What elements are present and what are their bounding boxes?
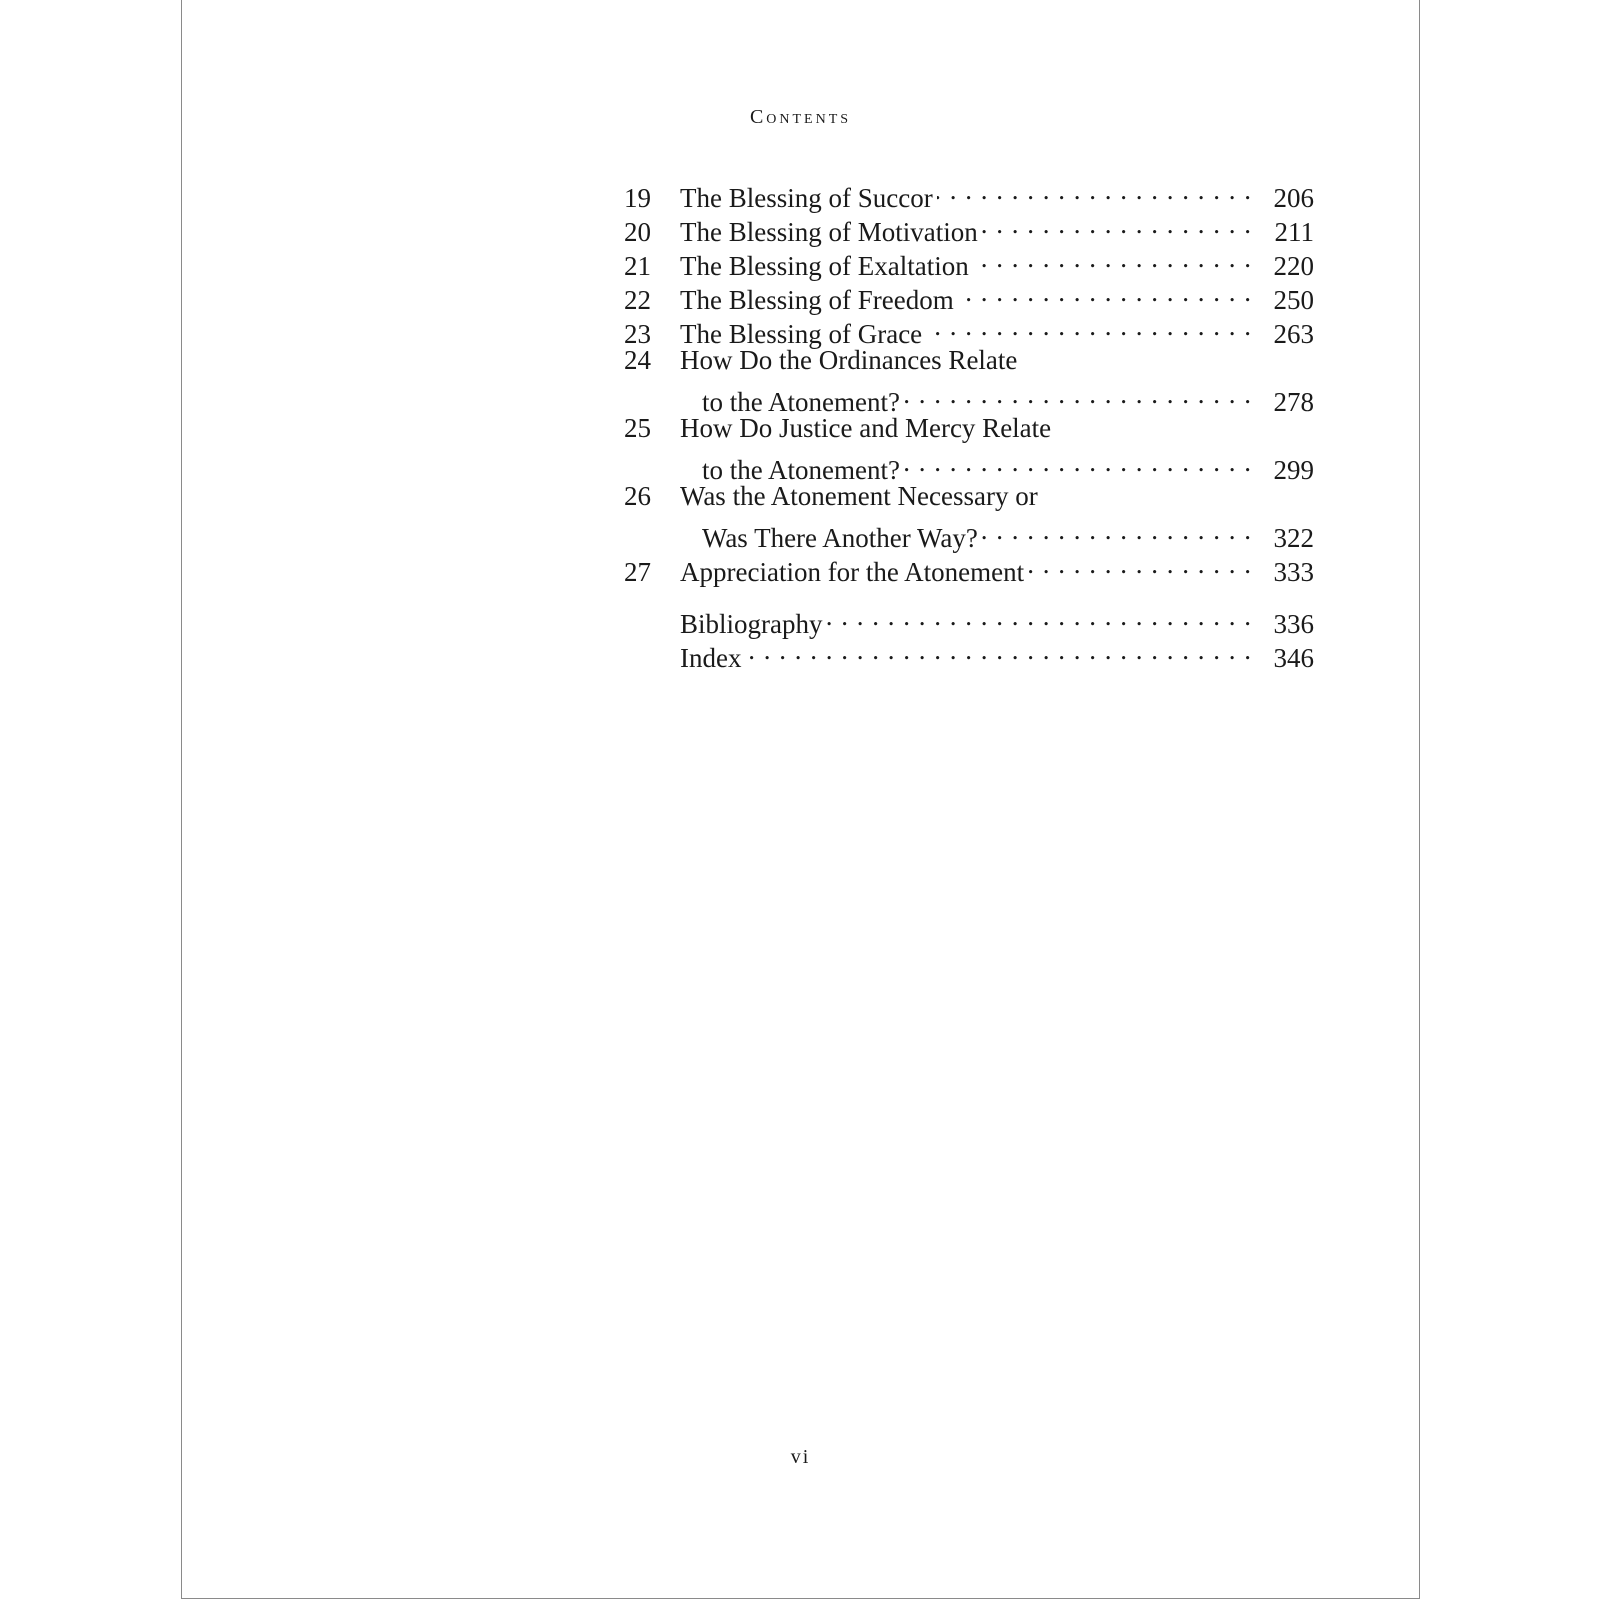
contents-heading: Contents — [749, 106, 852, 128]
toc-entry-19[interactable] — [624, 173, 1314, 213]
chapter-title-continued: to the Atonement? — [702, 455, 900, 485]
dot-leader — [982, 513, 1252, 547]
page-number: 206 — [1273, 183, 1314, 213]
chapter-number: 27 — [624, 557, 651, 587]
page-number: 322 — [1273, 523, 1314, 553]
page-number: 346 — [1273, 643, 1314, 673]
page-folio: vi — [790, 1446, 811, 1468]
dot-leader — [926, 309, 1252, 343]
page-number: 278 — [1273, 387, 1314, 417]
chapter-number: 20 — [624, 217, 651, 247]
chapter-number: 22 — [624, 285, 651, 315]
chapter-title: The Blessing of Succor — [680, 183, 933, 213]
page-number: 336 — [1273, 609, 1314, 639]
chapter-title: The Blessing of Motivation — [680, 217, 978, 247]
dot-leader — [904, 445, 1252, 479]
chapter-title: Appreciation for the Atonement — [680, 557, 1025, 587]
page-number: 333 — [1273, 557, 1314, 587]
chapter-title: The Blessing of Freedom — [680, 285, 954, 315]
toc-entry-24[interactable] — [624, 343, 1314, 417]
dot-leader — [982, 207, 1252, 241]
section-title: Index — [680, 643, 742, 673]
page-number: 220 — [1273, 251, 1314, 281]
toc-entry-25[interactable] — [624, 411, 1314, 485]
dot-leader — [827, 599, 1253, 633]
page-number: 263 — [1273, 319, 1314, 349]
page-number: 211 — [1274, 217, 1314, 247]
chapter-title: Was the Atonement Necessary or — [680, 481, 1038, 511]
chapter-title: How Do Justice and Mercy Relate — [680, 413, 1052, 443]
chapter-title-continued: to the Atonement? — [702, 387, 900, 417]
toc-entry-26[interactable] — [624, 479, 1314, 553]
page-number: 299 — [1273, 455, 1314, 485]
chapter-number: 25 — [624, 413, 651, 443]
dot-leader — [745, 633, 1252, 667]
toc-entry-bibliography[interactable] — [624, 599, 1314, 639]
dot-leader — [1028, 547, 1252, 581]
chapter-title: How Do the Ordinances Relate — [680, 345, 1018, 375]
book-page — [181, 0, 1420, 1599]
dot-leader — [937, 173, 1252, 207]
dot-leader — [958, 275, 1252, 309]
chapter-title: The Blessing of Exaltation — [680, 251, 969, 281]
chapter-number: 26 — [624, 481, 651, 511]
chapter-number: 19 — [624, 183, 651, 213]
page-number: 250 — [1273, 285, 1314, 315]
chapter-number: 21 — [624, 251, 651, 281]
dot-leader — [973, 241, 1252, 275]
dot-leader — [904, 377, 1252, 411]
chapter-number: 23 — [624, 319, 651, 349]
chapter-title: The Blessing of Grace — [680, 319, 923, 349]
table-of-contents — [624, 173, 1314, 673]
chapter-number: 24 — [624, 345, 651, 375]
section-title: Bibliography — [680, 609, 823, 639]
chapter-title-continued: Was There Another Way? — [702, 523, 978, 553]
